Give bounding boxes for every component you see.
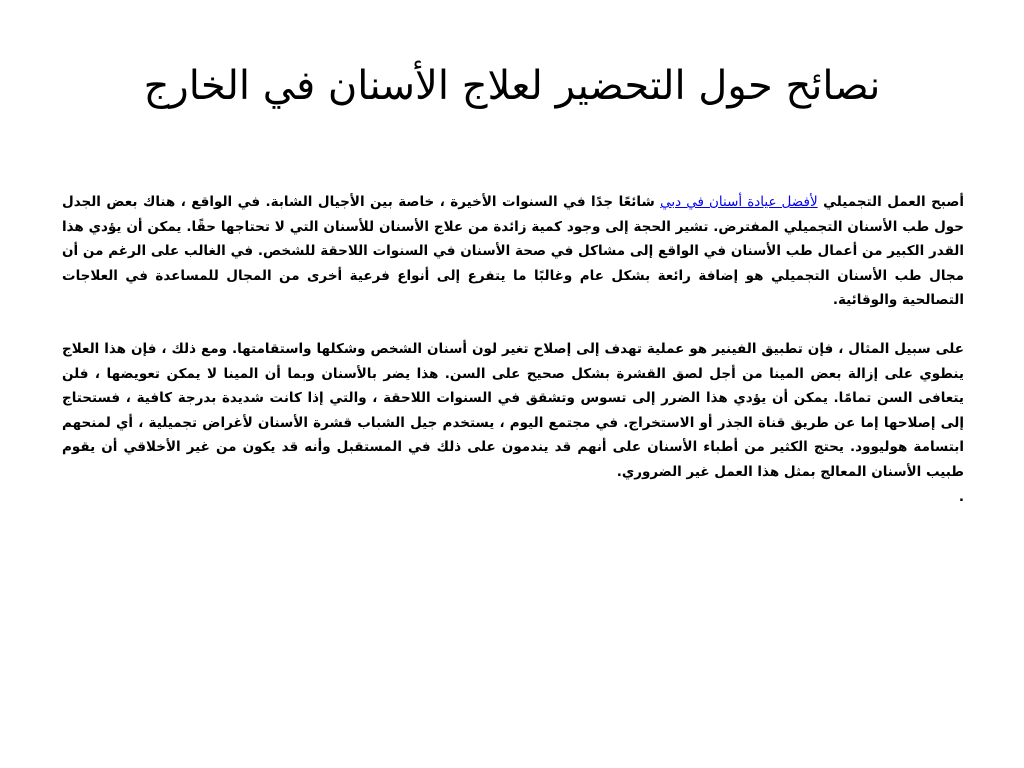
trailing-dot: . bbox=[958, 488, 964, 505]
slide-body bbox=[62, 190, 964, 509]
dubai-dental-clinic-link[interactable]: لأفضل عيادة أسنان في دبي bbox=[660, 194, 818, 210]
paragraph-1-intro: أصبح العمل التجميلي bbox=[817, 194, 964, 210]
paragraph-1-text: شائعًا جدًا في السنوات الأخيرة ، خاصة بين الأجيال الشابة. في الواقع ، هناك بعض الجدل حول طب الأسنان التجميلي المفترض. تشير الحجة إلى وجود كمية زائدة من علاج الأسنان للأسنان التي لا تحتاجها حقًا. يمكن أن يؤدي هذا القدر الكبير من أعمال طب الأسنان في الواقع إلى مشاكل في صحة الأسنان في السنوات اللاحقة للشخص. في الغالب على الرغم من أن مجال طب الأسنان التجميلي هو إضافة رائعة بشكل عام وغالبًا ما يتفرع إلى أنواع فرعية أخرى من المجال للمساعدة في العلاجات التصالحية والوقائية. bbox=[62, 194, 964, 309]
paragraph-1 bbox=[62, 190, 964, 313]
slide-title: نصائح حول التحضير لعلاج الأسنان في الخارج bbox=[143, 63, 881, 109]
paragraph-2: على سبيل المثال ، فإن تطبيق الفينير هو عملية تهدف إلى إصلاح تغير لون أسنان الشخص وشكلها واستقامتها. ومع ذلك ، فإن هذا العلاج ينطوي على إزالة بعض المينا من أجل لصق القشرة بشكل صحيح على السن. هذا يضر بالأسنان وبما أن المينا لا يمكن تعويضها ، فلن يتعافى السن تمامًا. يمكن أن يؤدي هذا الضرر إلى تسوس وتشقق في السنوات اللاحقة ، والتي إذا كانت شديدة بدرجة كافية ، فستحتاج إلى إصلاحها إما عن طريق قناة الجذر أو الاستخراج. في مجتمع اليوم ، يستخدم جيل الشباب قشرة الأسنان لأغراض تجميلية ، أي لمنحهم ابتسامة هوليوود. يحتج الكثير من أطباء الأسنان على أنهم قد يندمون على ذلك في المستقبل وأنه قد يكون من غير الأخلاقي أن يقوم طبيب الأسنان المعالج بمثل هذا العمل غير الضروري. bbox=[62, 340, 964, 480]
